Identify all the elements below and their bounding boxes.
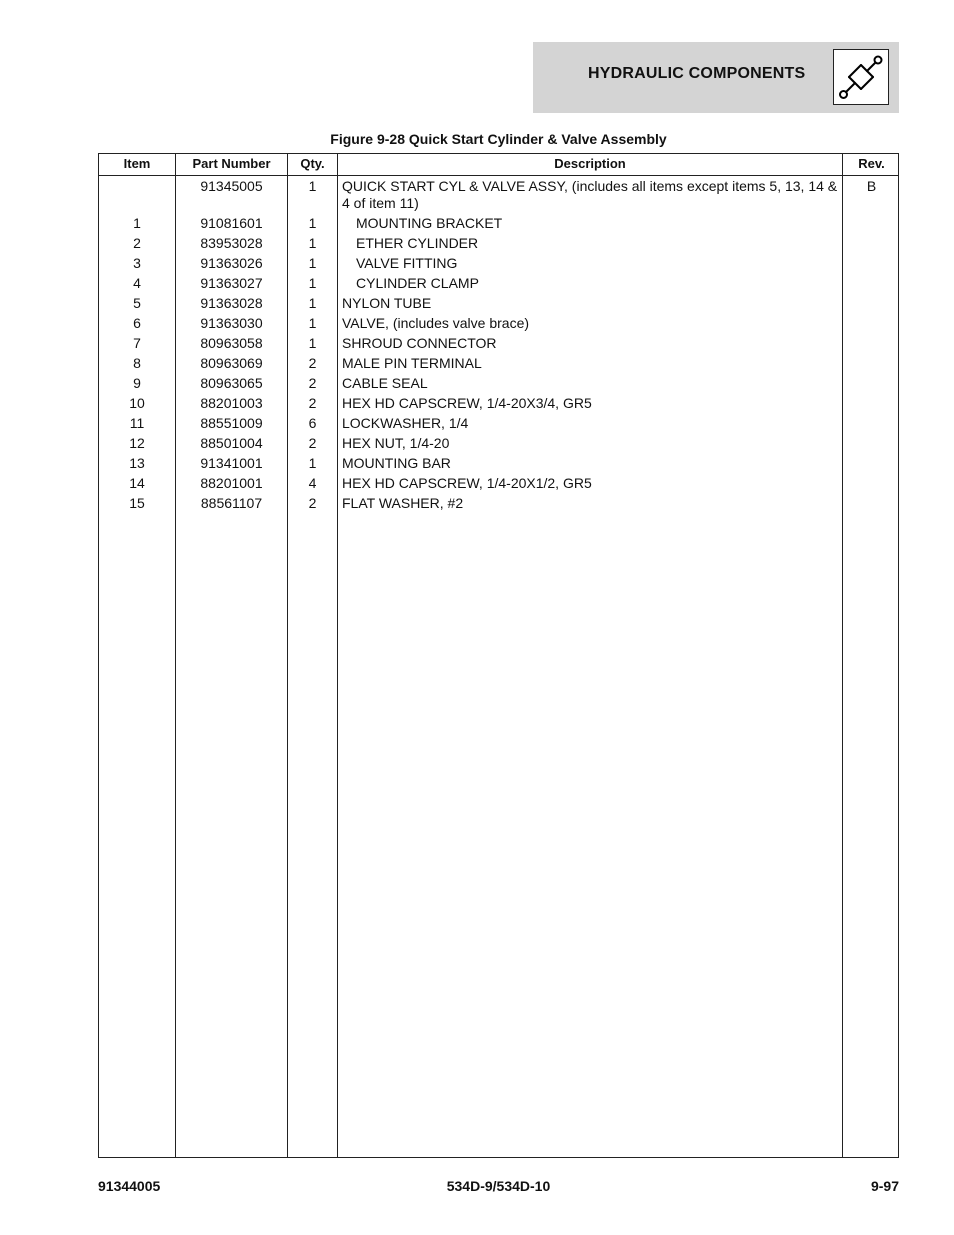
cell-description: NYLON TUBE xyxy=(342,295,432,311)
column-header-item: Item xyxy=(123,156,151,171)
cell-part-number: 88201001 xyxy=(200,475,263,491)
cell-qty: 1 xyxy=(308,215,317,231)
cell-part-number: 91363027 xyxy=(200,275,263,291)
cell-item: 15 xyxy=(129,495,145,511)
cell-description: CABLE SEAL xyxy=(342,375,428,391)
column-header-description: Description xyxy=(554,156,626,171)
cell-part-number: 88201003 xyxy=(200,395,263,411)
cell-item: 14 xyxy=(129,475,145,491)
table-row xyxy=(99,413,898,433)
cell-item: 2 xyxy=(133,235,141,251)
cell-item: 8 xyxy=(133,355,141,371)
cell-qty: 2 xyxy=(308,355,317,371)
cell-item: 6 xyxy=(133,315,141,331)
column-header-part-number: Part Number xyxy=(192,156,271,171)
table-row xyxy=(99,393,898,413)
cell-part-number: 91081601 xyxy=(200,215,263,231)
cell-description: ETHER CYLINDER xyxy=(356,235,479,251)
cell-description: VALVE FITTING xyxy=(356,255,458,271)
cell-part-number: 91363026 xyxy=(200,255,263,271)
table-row xyxy=(99,253,898,273)
cell-part-number: 83953028 xyxy=(200,235,263,251)
cell-rev: B xyxy=(866,178,877,194)
cell-item: 4 xyxy=(133,275,141,291)
cell-part-number: 91345005 xyxy=(200,178,263,194)
cell-qty: 6 xyxy=(308,415,317,431)
cell-item: 5 xyxy=(133,295,141,311)
column-header-rev: Rev. xyxy=(858,156,885,171)
cell-description: MALE PIN TERMINAL xyxy=(342,355,482,371)
cell-part-number: 80963065 xyxy=(200,375,263,391)
table-row xyxy=(99,353,898,373)
cell-part-number: 80963058 xyxy=(200,335,263,351)
cell-qty: 2 xyxy=(308,375,317,391)
table-row xyxy=(99,233,898,253)
cell-description: MOUNTING BRACKET xyxy=(356,215,503,231)
cell-description: VALVE, (includes valve brace) xyxy=(342,315,530,331)
cell-description: SHROUD CONNECTOR xyxy=(342,335,497,351)
cell-part-number: 88501004 xyxy=(200,435,263,451)
cell-qty: 1 xyxy=(308,315,317,331)
cell-qty: 1 xyxy=(308,295,317,311)
section-header xyxy=(533,42,899,113)
cell-description: HEX NUT, 1/4-20 xyxy=(342,435,450,451)
table-row xyxy=(99,493,898,513)
footer-page-number: 9-97 xyxy=(870,1178,899,1194)
cell-qty: 1 xyxy=(308,255,317,271)
cell-description: FLAT WASHER, #2 xyxy=(342,495,464,511)
cell-item: 1 xyxy=(133,215,141,231)
table-row xyxy=(99,313,898,333)
table-row xyxy=(99,373,898,393)
cell-item: 13 xyxy=(129,455,145,471)
cell-item: 3 xyxy=(133,255,141,271)
column-header-qty: Qty. xyxy=(300,156,325,171)
parts-table xyxy=(98,153,899,1158)
table-row xyxy=(99,473,898,493)
cell-qty: 4 xyxy=(308,475,317,491)
cell-item: 12 xyxy=(129,435,145,451)
cell-part-number: 91363028 xyxy=(200,295,263,311)
cell-qty: 1 xyxy=(308,455,317,471)
table-row xyxy=(99,453,898,473)
cell-qty: 2 xyxy=(308,395,317,411)
cell-item: 11 xyxy=(129,415,145,431)
table-row xyxy=(99,433,898,453)
footer-model: 534D-9/534D-10 xyxy=(446,1178,551,1194)
cell-part-number: 91363030 xyxy=(200,315,263,331)
table-row xyxy=(99,176,898,213)
table-row xyxy=(99,273,898,293)
hydraulic-cylinder-icon xyxy=(833,49,889,105)
table-row xyxy=(99,333,898,353)
cell-description: MOUNTING BAR xyxy=(342,455,451,471)
table-row xyxy=(99,213,898,233)
table-body xyxy=(99,176,898,513)
cell-item: 7 xyxy=(133,335,141,351)
cell-description: LOCKWASHER, 1/4 xyxy=(342,415,469,431)
cell-qty: 1 xyxy=(308,178,317,194)
cell-description: HEX HD CAPSCREW, 1/4-20X1/2, GR5 xyxy=(342,475,592,491)
cell-part-number: 80963069 xyxy=(200,355,263,371)
cell-qty: 2 xyxy=(308,435,317,451)
cell-qty: 1 xyxy=(308,235,317,251)
cell-qty: 2 xyxy=(308,495,317,511)
cell-item: 9 xyxy=(133,375,141,391)
footer-doc-number: 91344005 xyxy=(98,1178,161,1194)
cell-qty: 1 xyxy=(308,275,317,291)
cell-description: CYLINDER CLAMP xyxy=(356,275,479,291)
section-title: HYDRAULIC COMPONENTS xyxy=(588,65,806,82)
cell-item: 10 xyxy=(129,395,145,411)
figure-title: Figure 9-28 Quick Start Cylinder & Valve Assembly xyxy=(330,131,667,147)
cell-part-number: 88561107 xyxy=(200,495,263,511)
cell-part-number: 91341001 xyxy=(200,455,263,471)
cell-qty: 1 xyxy=(308,335,317,351)
cell-part-number: 88551009 xyxy=(200,415,263,431)
cell-description: HEX HD CAPSCREW, 1/4-20X3/4, GR5 xyxy=(342,395,592,411)
table-row xyxy=(99,293,898,313)
cell-description: QUICK START CYL & VALVE ASSY, (includes all items except items 5, 13, 14 & 4 of item 11) xyxy=(342,178,838,211)
